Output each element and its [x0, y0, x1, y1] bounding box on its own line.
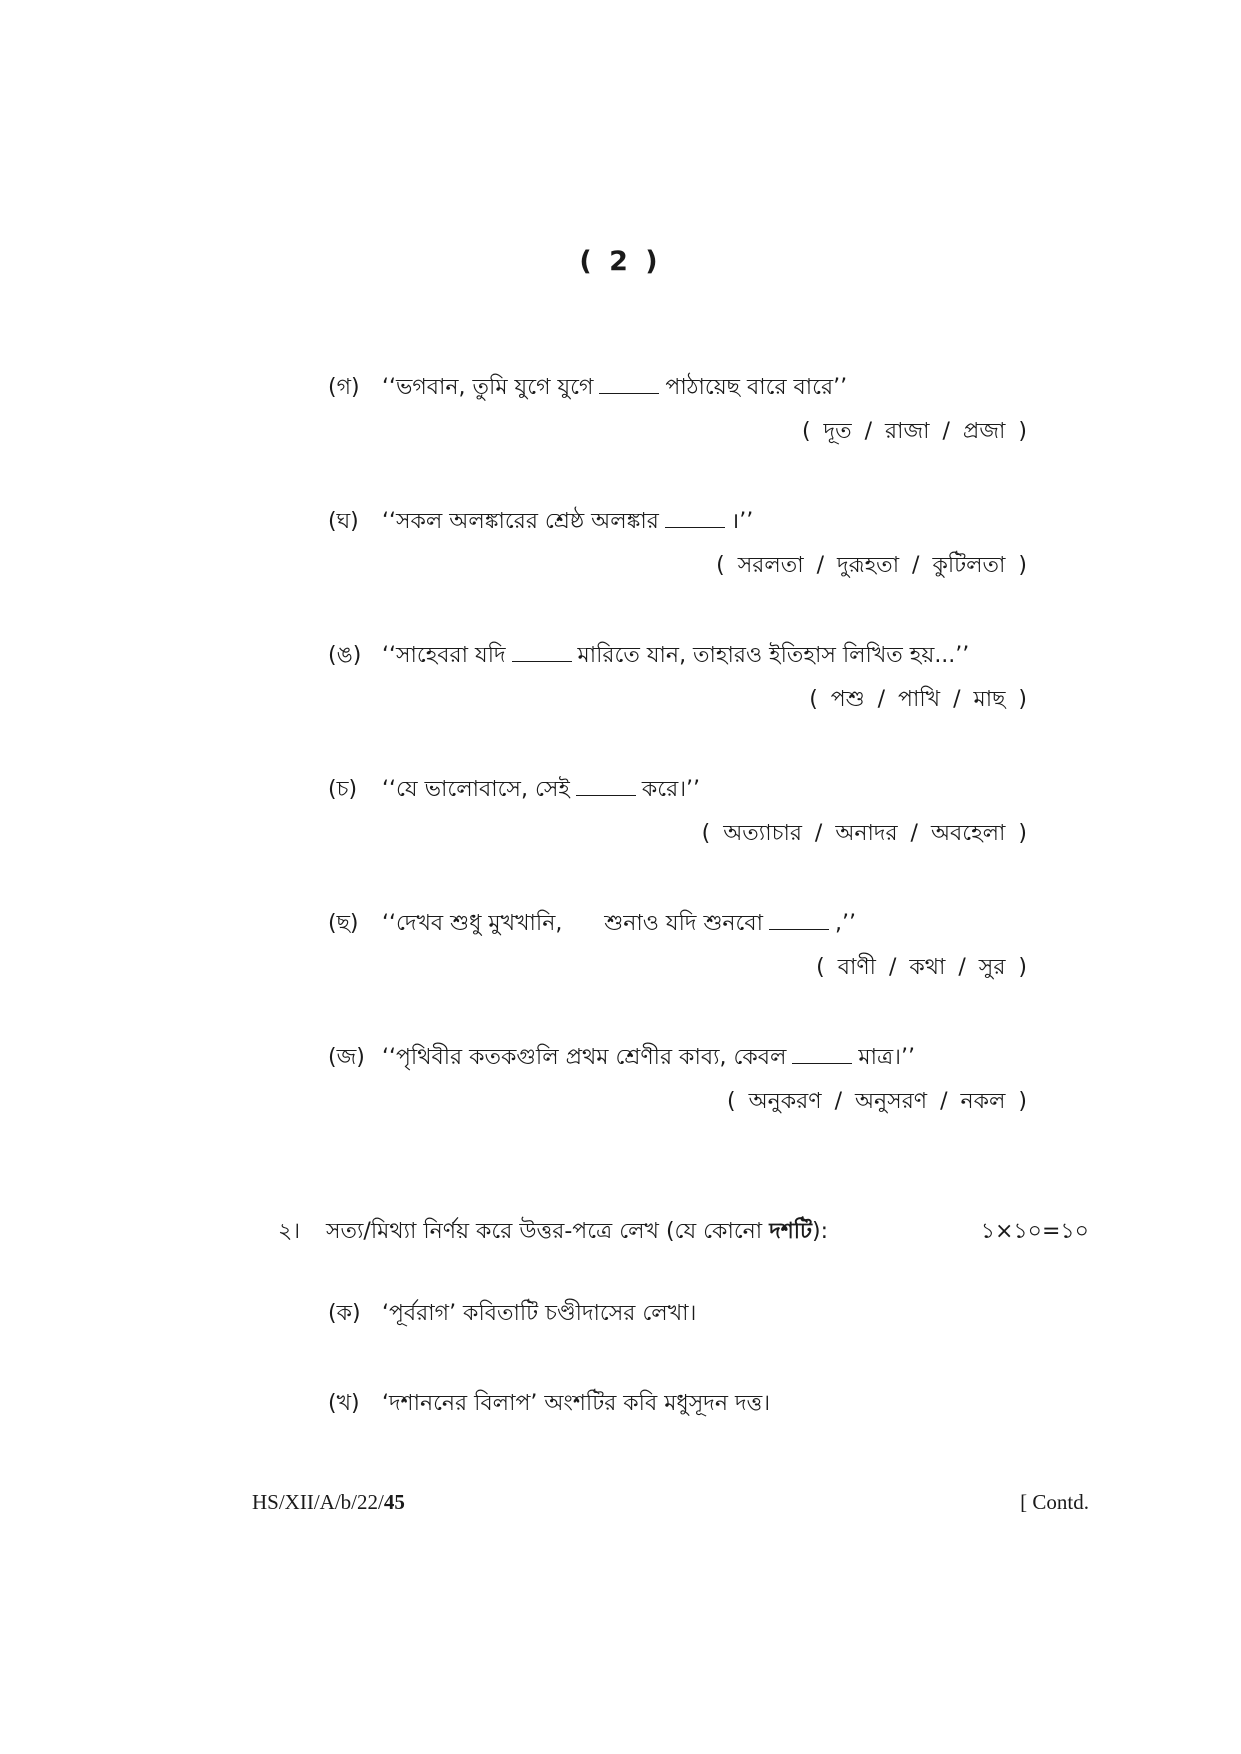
- section-instruction: [326, 1214, 828, 1251]
- question-label: (ঙ): [328, 643, 362, 668]
- answer-options: ( অনুকরণ / অনুসরণ / নকল ): [727, 1089, 1027, 1114]
- question-post: মাত্র।’’: [858, 1045, 916, 1070]
- question-post: ।’’: [730, 509, 754, 534]
- answer-options: ( অত্যাচার / অনাদর / অবহেলা ): [701, 821, 1027, 846]
- question-text: [382, 504, 753, 541]
- question-label: (জ): [328, 1045, 365, 1070]
- question-post: করে।’’: [641, 777, 701, 802]
- answer-blank: [665, 507, 725, 528]
- statement-text: ‘পূর্বরাগ’ কবিতাটি চণ্ডীদাসের লেখা।: [382, 1301, 697, 1326]
- paper-code-prefix: HS/XII/A/b/22/: [252, 1490, 384, 1514]
- statement-label: (খ): [328, 1391, 360, 1416]
- answer-options: ( দূত / রাজা / প্রজা ): [801, 419, 1027, 444]
- question-label: (গ): [328, 375, 360, 400]
- question-label: (চ): [328, 777, 358, 802]
- instruction-end: ):: [812, 1219, 829, 1244]
- question-pre: ‘‘ভগবান, তুমি যুগে যুগে: [382, 375, 594, 400]
- answer-blank: [792, 1043, 852, 1064]
- question-text: [382, 1040, 915, 1077]
- question-text: [382, 772, 700, 809]
- question-post: ,’’: [834, 911, 856, 936]
- answer-options: ( সরলতা / দুরূহতা / কুটিলতা ): [716, 553, 1027, 578]
- answer-blank: [576, 775, 636, 796]
- answer-options: ( বাণী / কথা / সুর ): [816, 955, 1027, 980]
- continued-label: [ Contd.: [1020, 1490, 1089, 1514]
- question-post: পাঠায়েছ বারে বারে’’: [665, 375, 848, 400]
- section-marks: ১×১০=১০: [980, 1219, 1089, 1244]
- instruction-text: সত্য/মিথ্যা নির্ণয় করে উত্তর-পত্রে লেখ (যে কোনো: [326, 1219, 763, 1244]
- paper-code-number: 45: [383, 1490, 405, 1514]
- question-pre: ‘‘যে ভালোবাসে, সেই: [382, 777, 570, 802]
- answer-options: ( পশু / পাখি / মাছ ): [809, 687, 1027, 712]
- answer-blank: [512, 641, 572, 662]
- question-label: (ছ): [328, 911, 359, 936]
- question-text: [382, 906, 856, 943]
- section-number: ২।: [278, 1219, 301, 1244]
- answer-blank: [599, 373, 659, 394]
- page-number: ( 2 ): [579, 246, 662, 277]
- question-text: [382, 638, 969, 675]
- question-post: মারিতে যান, তাহারও ইতিহাস লিখিত হয়...’’: [577, 643, 970, 668]
- question-pre: ‘‘সাহেবরা যদি: [382, 643, 506, 668]
- answer-blank: [769, 909, 829, 930]
- question-text: [382, 370, 847, 407]
- paper-code: [252, 1490, 405, 1515]
- question-pre: ‘‘দেখব শুধু মুখখানি, শুনাও যদি শুনবো: [382, 911, 763, 936]
- instruction-bold: দশটি: [769, 1219, 813, 1244]
- question-label: (ঘ): [328, 509, 359, 534]
- statement-label: (ক): [328, 1301, 361, 1326]
- question-pre: ‘‘পৃথিবীর কতকগুলি প্রথম শ্রেণীর কাব্য, কেবল: [382, 1045, 787, 1070]
- question-pre: ‘‘সকল অলঙ্কারের শ্রেষ্ঠ অলঙ্কার: [382, 509, 659, 534]
- statement-text: ‘দশাননের বিলাপ’ অংশটির কবি মধুসূদন দত্ত।: [382, 1391, 771, 1416]
